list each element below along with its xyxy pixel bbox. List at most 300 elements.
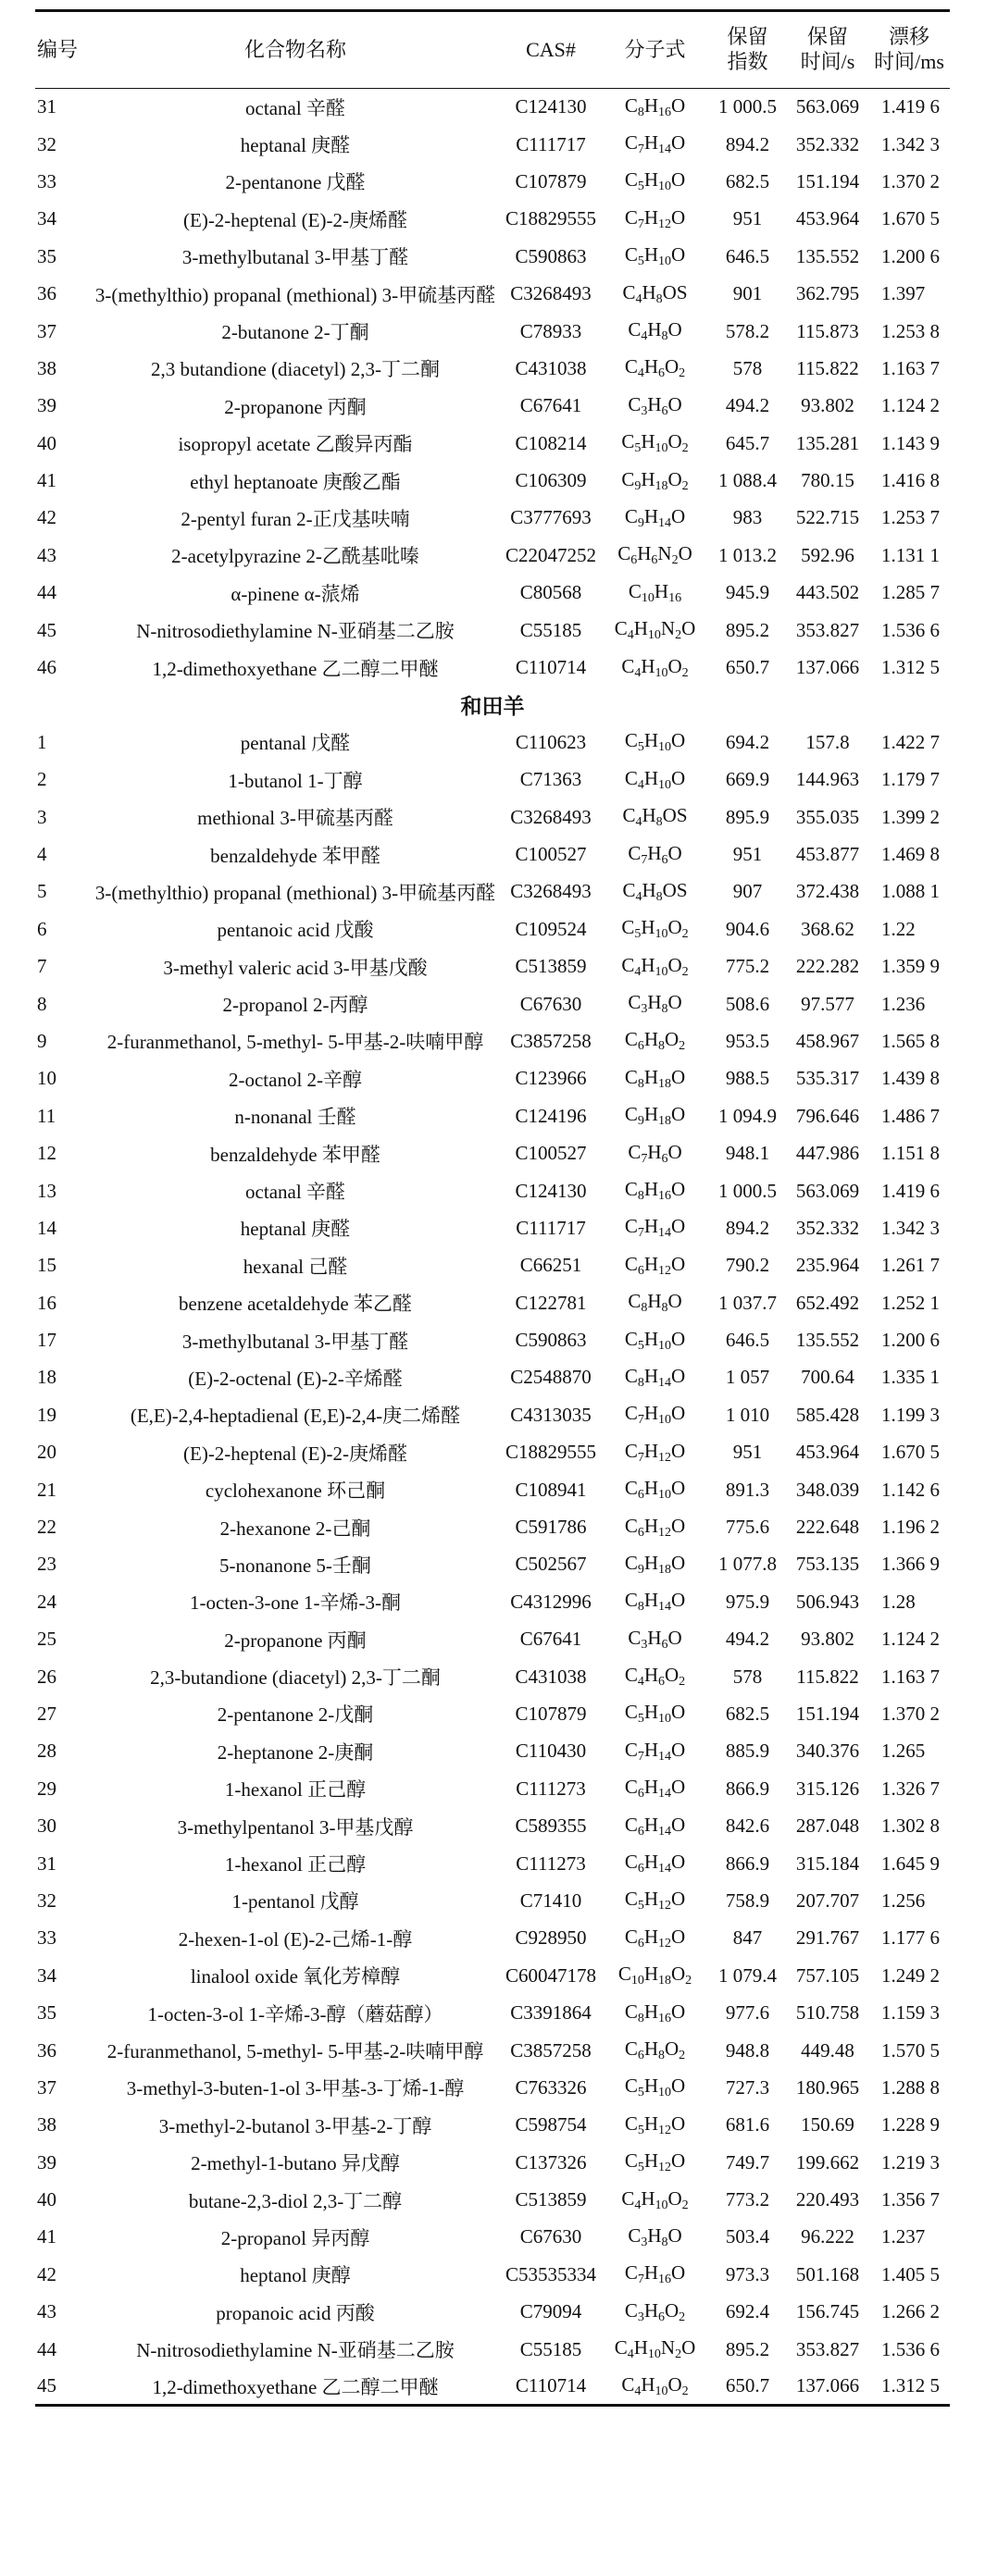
cell-retention-index: 775.6 [725, 1516, 770, 1539]
cell-retention-time: 150.69 [801, 2113, 854, 2136]
cell-no: 13 [37, 1179, 56, 1202]
cell-formula: $C_5H_{10}O_2$ [621, 916, 689, 942]
cell-no: 31 [37, 1852, 56, 1875]
cell-cas: C431038 [515, 1665, 587, 1688]
cell-retention-time: 535.317 [795, 1067, 860, 1090]
cell-no: 43 [37, 2300, 56, 2323]
cell-retention-time: 144.963 [795, 768, 860, 791]
cell-cas: C111273 [516, 1777, 586, 1800]
table-row [35, 126, 950, 163]
cell-formula: $C_4H_8OS$ [622, 878, 688, 904]
cell-drift-time: 1.163 7 [881, 356, 940, 379]
cell-formula: $C_4H_{10}O_2$ [621, 654, 689, 680]
cell-drift-time: 1.419 6 [881, 95, 940, 118]
cell-drift-time: 1.416 8 [881, 469, 940, 492]
cell-formula: $C_6H_{12}O$ [624, 1925, 686, 1951]
cell-formula: $C_6H_{14}O$ [624, 1776, 686, 1802]
table-row [35, 1882, 950, 1919]
cell-compound-name: 2-furanmethanol, 5-methyl- 5-甲基-2-呋喃甲醇 [106, 2040, 484, 2062]
cell-retention-index: 790.2 [725, 1254, 770, 1277]
cell-compound-name: benzene acetaldehyde 苯乙醛 [179, 1293, 412, 1316]
cell-retention-time: 353.827 [795, 2337, 860, 2360]
cell-drift-time: 1.177 6 [881, 1926, 940, 1950]
cell-no: 34 [37, 1963, 56, 1987]
cell-retention-time: 156.745 [795, 2300, 860, 2323]
cell-retention-index: 1 079.4 [718, 1963, 777, 1987]
cell-retention-index: 494.2 [725, 1628, 770, 1651]
cell-cas: C110623 [515, 730, 587, 753]
cell-retention-time: 93.802 [801, 394, 854, 417]
cell-retention-index: 951 [732, 207, 763, 230]
cell-retention-time: 315.126 [795, 1777, 860, 1800]
cell-no: 14 [37, 1216, 56, 1239]
cell-cas: C513859 [515, 955, 587, 978]
cell-cas: C111717 [516, 1216, 586, 1239]
cell-drift-time: 1.261 7 [881, 1254, 940, 1277]
compound-table-container [35, 9, 950, 2407]
table-row [35, 1209, 950, 1246]
cell-retention-time: 453.964 [795, 207, 860, 230]
cell-compound-name: heptanol 庚醇 [240, 2264, 351, 2287]
cell-compound-name: α-pinene α-蒎烯 [231, 582, 360, 605]
cell-no: 4 [37, 843, 47, 865]
cell-formula: $C_7H_{14}O$ [624, 131, 686, 157]
cell-retention-time: 585.428 [795, 1403, 860, 1426]
cell-cas: C100527 [515, 1142, 587, 1165]
cell-compound-name: cyclohexanone 环己酮 [205, 1480, 386, 1503]
cell-drift-time: 1.088 1 [881, 880, 940, 903]
cell-no: 33 [37, 169, 56, 192]
cell-cas: C18829555 [505, 1441, 596, 1464]
cell-formula: $C_9H_{18}O$ [624, 1103, 686, 1129]
cell-drift-time: 1.159 3 [881, 2001, 940, 2025]
cell-retention-time: 137.066 [795, 656, 860, 679]
cell-formula: $C_4H_8O$ [628, 318, 682, 344]
cell-compound-name: benzaldehyde 苯甲醛 [210, 1143, 380, 1166]
table-row [35, 1060, 950, 1097]
cell-cas: C591786 [515, 1516, 587, 1539]
table-row [35, 1807, 950, 1844]
header-retention-index [708, 11, 787, 89]
cell-retention-index: 1 088.4 [718, 469, 777, 492]
cell-drift-time: 1.536 6 [881, 2337, 940, 2360]
cell-drift-time: 1.28 [881, 1590, 916, 1613]
header-cas: CAS# [526, 37, 576, 61]
cell-compound-name: 3-(methylthio) propanal (methional) 3-甲硫基丙醛 [94, 881, 496, 904]
table-row [35, 1284, 950, 1321]
cell-formula: $C_5H_{10}O$ [624, 2074, 686, 2100]
cell-cas: C107879 [515, 169, 587, 192]
cell-no: 37 [37, 2075, 56, 2099]
cell-drift-time: 1.670 5 [881, 1441, 940, 1464]
cell-formula: $C_8H_8O$ [628, 1290, 682, 1316]
cell-formula: $C_5H_{10}O$ [624, 168, 686, 194]
cell-cas: C124130 [515, 1179, 587, 1202]
table-row [35, 1845, 950, 1882]
cell-retention-index: 951 [732, 843, 763, 865]
header-formula: 分子式 [624, 37, 686, 61]
table-row [35, 2368, 950, 2405]
cell-formula: $C_8H_{14}O$ [624, 1589, 686, 1615]
cell-compound-name: 3-methylbutanal 3-甲基丁醛 [181, 246, 409, 269]
cell-drift-time: 1.342 3 [881, 132, 940, 155]
cell-cas: C590863 [515, 1329, 587, 1352]
cell-retention-index: 646.5 [725, 244, 770, 267]
cell-retention-index: 682.5 [725, 1702, 770, 1725]
cell-retention-index: 847 [732, 1926, 763, 1950]
cell-no: 36 [37, 282, 56, 305]
cell-drift-time: 1.359 9 [881, 955, 940, 978]
cell-cas: C71363 [519, 768, 582, 791]
cell-formula: $C_3H_8O$ [628, 991, 682, 1017]
cell-drift-time: 1.419 6 [881, 1179, 940, 1202]
cell-retention-index: 894.2 [725, 132, 770, 155]
cell-formula: $C_6H_{10}O$ [624, 1477, 686, 1503]
cell-no: 8 [37, 992, 47, 1015]
cell-cas: C53535334 [505, 2262, 596, 2285]
table-row [35, 2219, 950, 2256]
cell-retention-time: 443.502 [795, 581, 860, 604]
cell-cas: C109524 [515, 917, 587, 940]
cell-drift-time: 1.366 9 [881, 1553, 940, 1576]
cell-retention-time: 348.039 [795, 1478, 860, 1501]
cell-drift-time: 1.249 2 [881, 1963, 940, 1987]
table-row [35, 1022, 950, 1059]
header-name: 化合物名称 [243, 37, 346, 61]
cell-retention-time: 449.48 [801, 2038, 854, 2062]
table-row [35, 649, 950, 686]
cell-formula: $C_4H_8OS$ [622, 280, 688, 306]
cell-retention-time: 700.64 [801, 1366, 854, 1389]
cell-no: 5 [37, 880, 47, 903]
cell-retention-time: 372.438 [795, 880, 860, 903]
header-row [35, 11, 950, 89]
cell-drift-time: 1.486 7 [881, 1104, 940, 1127]
cell-retention-time: 180.965 [795, 2075, 860, 2099]
header-rt-line1: 保留 [806, 25, 848, 48]
cell-compound-name: 2-butanone 2-丁酮 [221, 321, 369, 344]
cell-retention-index: 895.2 [725, 2337, 770, 2360]
cell-formula: $C_7H_{14}O$ [624, 1215, 686, 1241]
cell-retention-time: 362.795 [795, 282, 860, 305]
cell-formula: $C_5H_{12}O$ [624, 2112, 686, 2137]
cell-no: 38 [37, 2113, 56, 2136]
cell-drift-time: 1.265 [881, 1740, 926, 1763]
table-row [35, 462, 950, 499]
cell-no: 32 [37, 132, 56, 155]
cell-compound-name: 1,2-dimethoxyethane 乙二醇二甲醚 [152, 2375, 439, 2398]
cell-compound-name: heptanal 庚醛 [240, 1218, 351, 1241]
cell-no: 6 [37, 917, 47, 940]
cell-cas: C4313035 [510, 1403, 592, 1426]
cell-compound-name: N-nitrosodiethylamine N-亚硝基二乙胺 [136, 620, 455, 643]
cell-drift-time: 1.370 2 [881, 1702, 940, 1725]
table-row [35, 2331, 950, 2368]
table-row [35, 1658, 950, 1695]
table-row [35, 2107, 950, 2144]
cell-no: 26 [37, 1665, 56, 1688]
cell-cas: C123966 [515, 1067, 587, 1090]
cell-formula: $C_8H_{16}O$ [624, 1178, 686, 1204]
cell-retention-time: 522.715 [795, 506, 860, 529]
cell-no: 21 [37, 1478, 56, 1501]
cell-retention-index: 758.9 [725, 1889, 770, 1912]
cell-cas: C3857258 [510, 2038, 592, 2062]
cell-compound-name: 2-hexen-1-ol (E)-2-己烯-1-醇 [178, 1927, 413, 1951]
cell-no: 19 [37, 1403, 56, 1426]
cell-no: 11 [37, 1104, 56, 1127]
cell-retention-index: 895.2 [725, 618, 770, 641]
cell-retention-index: 508.6 [725, 992, 770, 1015]
cell-retention-time: 291.767 [795, 1926, 860, 1950]
cell-cas: C110430 [515, 1740, 587, 1763]
cell-retention-index: 975.9 [725, 1590, 770, 1613]
cell-no: 20 [37, 1441, 56, 1464]
table-row [35, 537, 950, 574]
table-row [35, 1508, 950, 1545]
cell-retention-index: 948.8 [725, 2038, 770, 2062]
cell-retention-time: 355.035 [795, 805, 860, 828]
cell-retention-time: 453.877 [795, 843, 860, 865]
cell-cas: C3268493 [510, 805, 592, 828]
cell-no: 34 [37, 207, 56, 230]
cell-formula: $C_8H_{16}O$ [624, 2000, 686, 2025]
table-row [35, 1321, 950, 1358]
cell-drift-time: 1.143 9 [881, 431, 940, 454]
cell-no: 41 [37, 469, 56, 492]
cell-retention-index: 977.6 [725, 2001, 770, 2025]
cell-drift-time: 1.312 5 [881, 656, 940, 679]
table-row [35, 873, 950, 910]
cell-compound-name: (E,E)-2,4-heptadienal (E,E)-2,4-庚二烯醛 [130, 1405, 461, 1428]
cell-formula: $C_7H_{12}O$ [624, 205, 686, 231]
cell-formula: $C_6H_{12}O$ [624, 1252, 686, 1278]
cell-drift-time: 1.124 2 [881, 1628, 940, 1651]
cell-no: 10 [37, 1067, 56, 1090]
cell-retention-time: 93.802 [801, 1628, 854, 1651]
cell-drift-time: 1.342 3 [881, 1216, 940, 1239]
cell-formula: $C_3H_6O$ [628, 1626, 682, 1652]
cell-drift-time: 1.397 [881, 282, 926, 305]
cell-compound-name: 3-(methylthio) propanal (methional) 3-甲硫基丙醛 [94, 283, 496, 306]
table-row [35, 500, 950, 537]
cell-no: 3 [37, 805, 47, 828]
cell-cas: C78933 [519, 319, 582, 342]
table-row [35, 1733, 950, 1770]
table-row [35, 163, 950, 200]
cell-retention-time: 753.135 [795, 1553, 860, 1576]
cell-formula: $C_6H_{14}O$ [624, 1851, 686, 1876]
cell-no: 12 [37, 1142, 56, 1165]
cell-drift-time: 1.253 8 [881, 319, 940, 342]
cell-retention-time: 315.184 [795, 1852, 860, 1875]
table-row [35, 1434, 950, 1471]
cell-retention-index: 895.9 [725, 805, 770, 828]
cell-cas: C137326 [515, 2150, 587, 2174]
cell-cas: C111717 [516, 132, 586, 155]
cell-retention-index: 904.6 [725, 917, 770, 940]
cell-formula: $C_5H_{10}O$ [624, 1327, 686, 1353]
cell-no: 39 [37, 394, 56, 417]
cell-retention-index: 503.4 [725, 2225, 770, 2248]
compound-table [35, 9, 950, 2407]
cell-formula: $C_7H_6O$ [628, 1140, 682, 1166]
cell-retention-index: 650.7 [725, 2374, 770, 2397]
cell-drift-time: 1.285 7 [881, 581, 940, 604]
cell-cas: C67641 [519, 394, 582, 417]
cell-cas: C3777693 [510, 506, 592, 529]
cell-drift-time: 1.422 7 [881, 730, 940, 753]
cell-retention-time: 352.332 [795, 132, 860, 155]
cell-retention-index: 1 057 [725, 1366, 770, 1389]
cell-formula: $C_3H_6O$ [628, 392, 682, 418]
cell-compound-name: propanoic acid 丙酸 [216, 2301, 375, 2324]
cell-compound-name: 5-nonanone 5-壬酮 [219, 1554, 371, 1577]
table-row [35, 1396, 950, 1433]
cell-formula: $C_5H_{10}O$ [624, 243, 686, 269]
cell-compound-name: (E)-2-octenal (E)-2-辛烯醛 [188, 1367, 403, 1390]
cell-formula: $C_7H_{10}O$ [624, 1402, 686, 1428]
cell-retention-index: 866.9 [725, 1777, 770, 1800]
cell-no: 9 [37, 1029, 47, 1052]
cell-no: 43 [37, 543, 56, 566]
cell-compound-name: 2-octanol 2-辛醇 [228, 1068, 363, 1091]
table-row [35, 89, 950, 126]
cell-cas: C108941 [515, 1478, 587, 1501]
cell-retention-time: 135.281 [795, 431, 860, 454]
cell-drift-time: 1.142 6 [881, 1478, 940, 1501]
cell-cas: C79094 [519, 2300, 582, 2323]
cell-retention-index: 1 013.2 [718, 543, 777, 566]
cell-no: 22 [37, 1516, 56, 1539]
table-row [35, 2032, 950, 2069]
cell-retention-index: 578 [732, 356, 763, 379]
cell-formula: $C_5H_{10}O$ [624, 1701, 686, 1727]
cell-cas: C60047178 [505, 1963, 596, 1987]
table-row [35, 724, 950, 761]
cell-compound-name: 1-octen-3-ol 1-辛烯-3-醇（蘑菇醇） [147, 2002, 443, 2025]
cell-cas: C22047252 [505, 543, 596, 566]
cell-compound-name: 2-pentyl furan 2-正戊基呋喃 [181, 507, 410, 530]
cell-compound-name: butane-2,3-diol 2,3-丁二醇 [188, 2189, 403, 2212]
cell-drift-time: 1.200 6 [881, 244, 940, 267]
cell-retention-index: 1 037.7 [718, 1291, 777, 1314]
cell-compound-name: 2-methyl-1-butano 异戊醇 [191, 2152, 400, 2175]
cell-formula: $C_3H_6O_2$ [624, 2298, 686, 2324]
cell-no: 7 [37, 955, 47, 978]
cell-retention-index: 727.3 [725, 2075, 770, 2099]
cell-formula: $C_4H_{10}O_2$ [621, 2186, 689, 2212]
cell-cas: C110714 [515, 656, 587, 679]
cell-compound-name: isopropyl acetate 乙酸异丙酯 [178, 433, 413, 456]
cell-formula: $C_5H_{12}O$ [624, 2149, 686, 2175]
cell-cas: C100527 [515, 843, 587, 865]
cell-compound-name: octanal 辛醛 [245, 1181, 345, 1204]
cell-formula: $C_8H_{18}O$ [624, 1065, 686, 1091]
cell-formula: $C_8H_{14}O$ [624, 1364, 686, 1390]
cell-drift-time: 1.405 5 [881, 2262, 940, 2285]
cell-retention-time: 137.066 [795, 2374, 860, 2397]
cell-drift-time: 1.151 8 [881, 1142, 940, 1165]
cell-retention-index: 973.3 [725, 2262, 770, 2285]
cell-cas: C124196 [515, 1104, 587, 1127]
table-row [35, 1621, 950, 1658]
cell-retention-time: 97.577 [801, 992, 854, 1015]
cell-drift-time: 1.335 1 [881, 1366, 940, 1389]
table-row [35, 2181, 950, 2218]
cell-no: 44 [37, 581, 56, 604]
cell-retention-time: 222.282 [795, 955, 860, 978]
cell-formula: $C_7H_{12}O$ [624, 1439, 686, 1465]
table-row [35, 388, 950, 425]
cell-no: 46 [37, 656, 56, 679]
cell-no: 23 [37, 1553, 56, 1576]
cell-retention-index: 866.9 [725, 1852, 770, 1875]
table-row [35, 1471, 950, 1508]
cell-compound-name: 2-propanone 丙酮 [224, 395, 367, 418]
cell-retention-index: 494.2 [725, 394, 770, 417]
cell-cas: C106309 [515, 469, 587, 492]
cell-retention-index: 945.9 [725, 581, 770, 604]
cell-retention-index: 951 [732, 1441, 763, 1464]
table-row [35, 2069, 950, 2106]
cell-retention-index: 1 077.8 [718, 1553, 777, 1576]
cell-compound-name: pentanal 戊醛 [240, 732, 351, 755]
cell-no: 31 [37, 95, 56, 118]
table-row [35, 350, 950, 387]
header-ri-line1: 保留 [727, 25, 768, 48]
cell-cas: C502567 [515, 1553, 587, 1576]
table-row [35, 238, 950, 275]
cell-cas: C431038 [515, 356, 587, 379]
cell-retention-index: 645.7 [725, 431, 770, 454]
cell-compound-name: 2-hexanone 2-己酮 [219, 1517, 371, 1540]
cell-no: 15 [37, 1254, 56, 1277]
cell-retention-time: 353.827 [795, 618, 860, 641]
cell-retention-index: 1 000.5 [718, 95, 777, 118]
cell-cas: C111273 [516, 1852, 586, 1875]
table-row [35, 1134, 950, 1171]
cell-compound-name: 1-pentanol 戊醇 [231, 1890, 359, 1913]
cell-compound-name: 3-methyl-3-buten-1-ol 3-甲基-3-丁烯-1-醇 [126, 2077, 465, 2100]
cell-no: 38 [37, 356, 56, 379]
cell-cas: C2548870 [510, 1366, 592, 1389]
cell-compound-name: N-nitrosodiethylamine N-亚硝基二乙胺 [136, 2339, 455, 2362]
cell-compound-name: 3-methyl-2-butanol 3-甲基-2-丁醇 [158, 2114, 432, 2137]
cell-retention-time: 796.646 [795, 1104, 860, 1127]
table-row [35, 1695, 950, 1732]
cell-no: 45 [37, 2374, 56, 2397]
cell-cas: C66251 [519, 1254, 582, 1277]
cell-retention-index: 901 [732, 282, 763, 305]
table-row [35, 2144, 950, 2181]
cell-drift-time: 1.570 5 [881, 2038, 940, 2062]
cell-retention-index: 692.4 [725, 2300, 770, 2323]
cell-retention-index: 1 094.9 [718, 1104, 777, 1127]
cell-no: 25 [37, 1628, 56, 1651]
table-row [35, 836, 950, 873]
cell-formula: $C_4H_6O_2$ [624, 355, 686, 381]
cell-formula: $C_6H_8O_2$ [624, 1028, 686, 1054]
cell-cas: C67630 [519, 992, 582, 1015]
cell-formula: $C_7H_{16}O$ [624, 2261, 686, 2287]
cell-no: 32 [37, 1889, 56, 1912]
cell-drift-time: 1.228 9 [881, 2113, 940, 2136]
cell-cas: C122781 [515, 1291, 587, 1314]
cell-drift-time: 1.312 5 [881, 2374, 940, 2397]
cell-formula: $C_4H_{10}O_2$ [621, 953, 689, 979]
cell-formula: $C_4H_{10}N_2O$ [614, 2336, 696, 2362]
